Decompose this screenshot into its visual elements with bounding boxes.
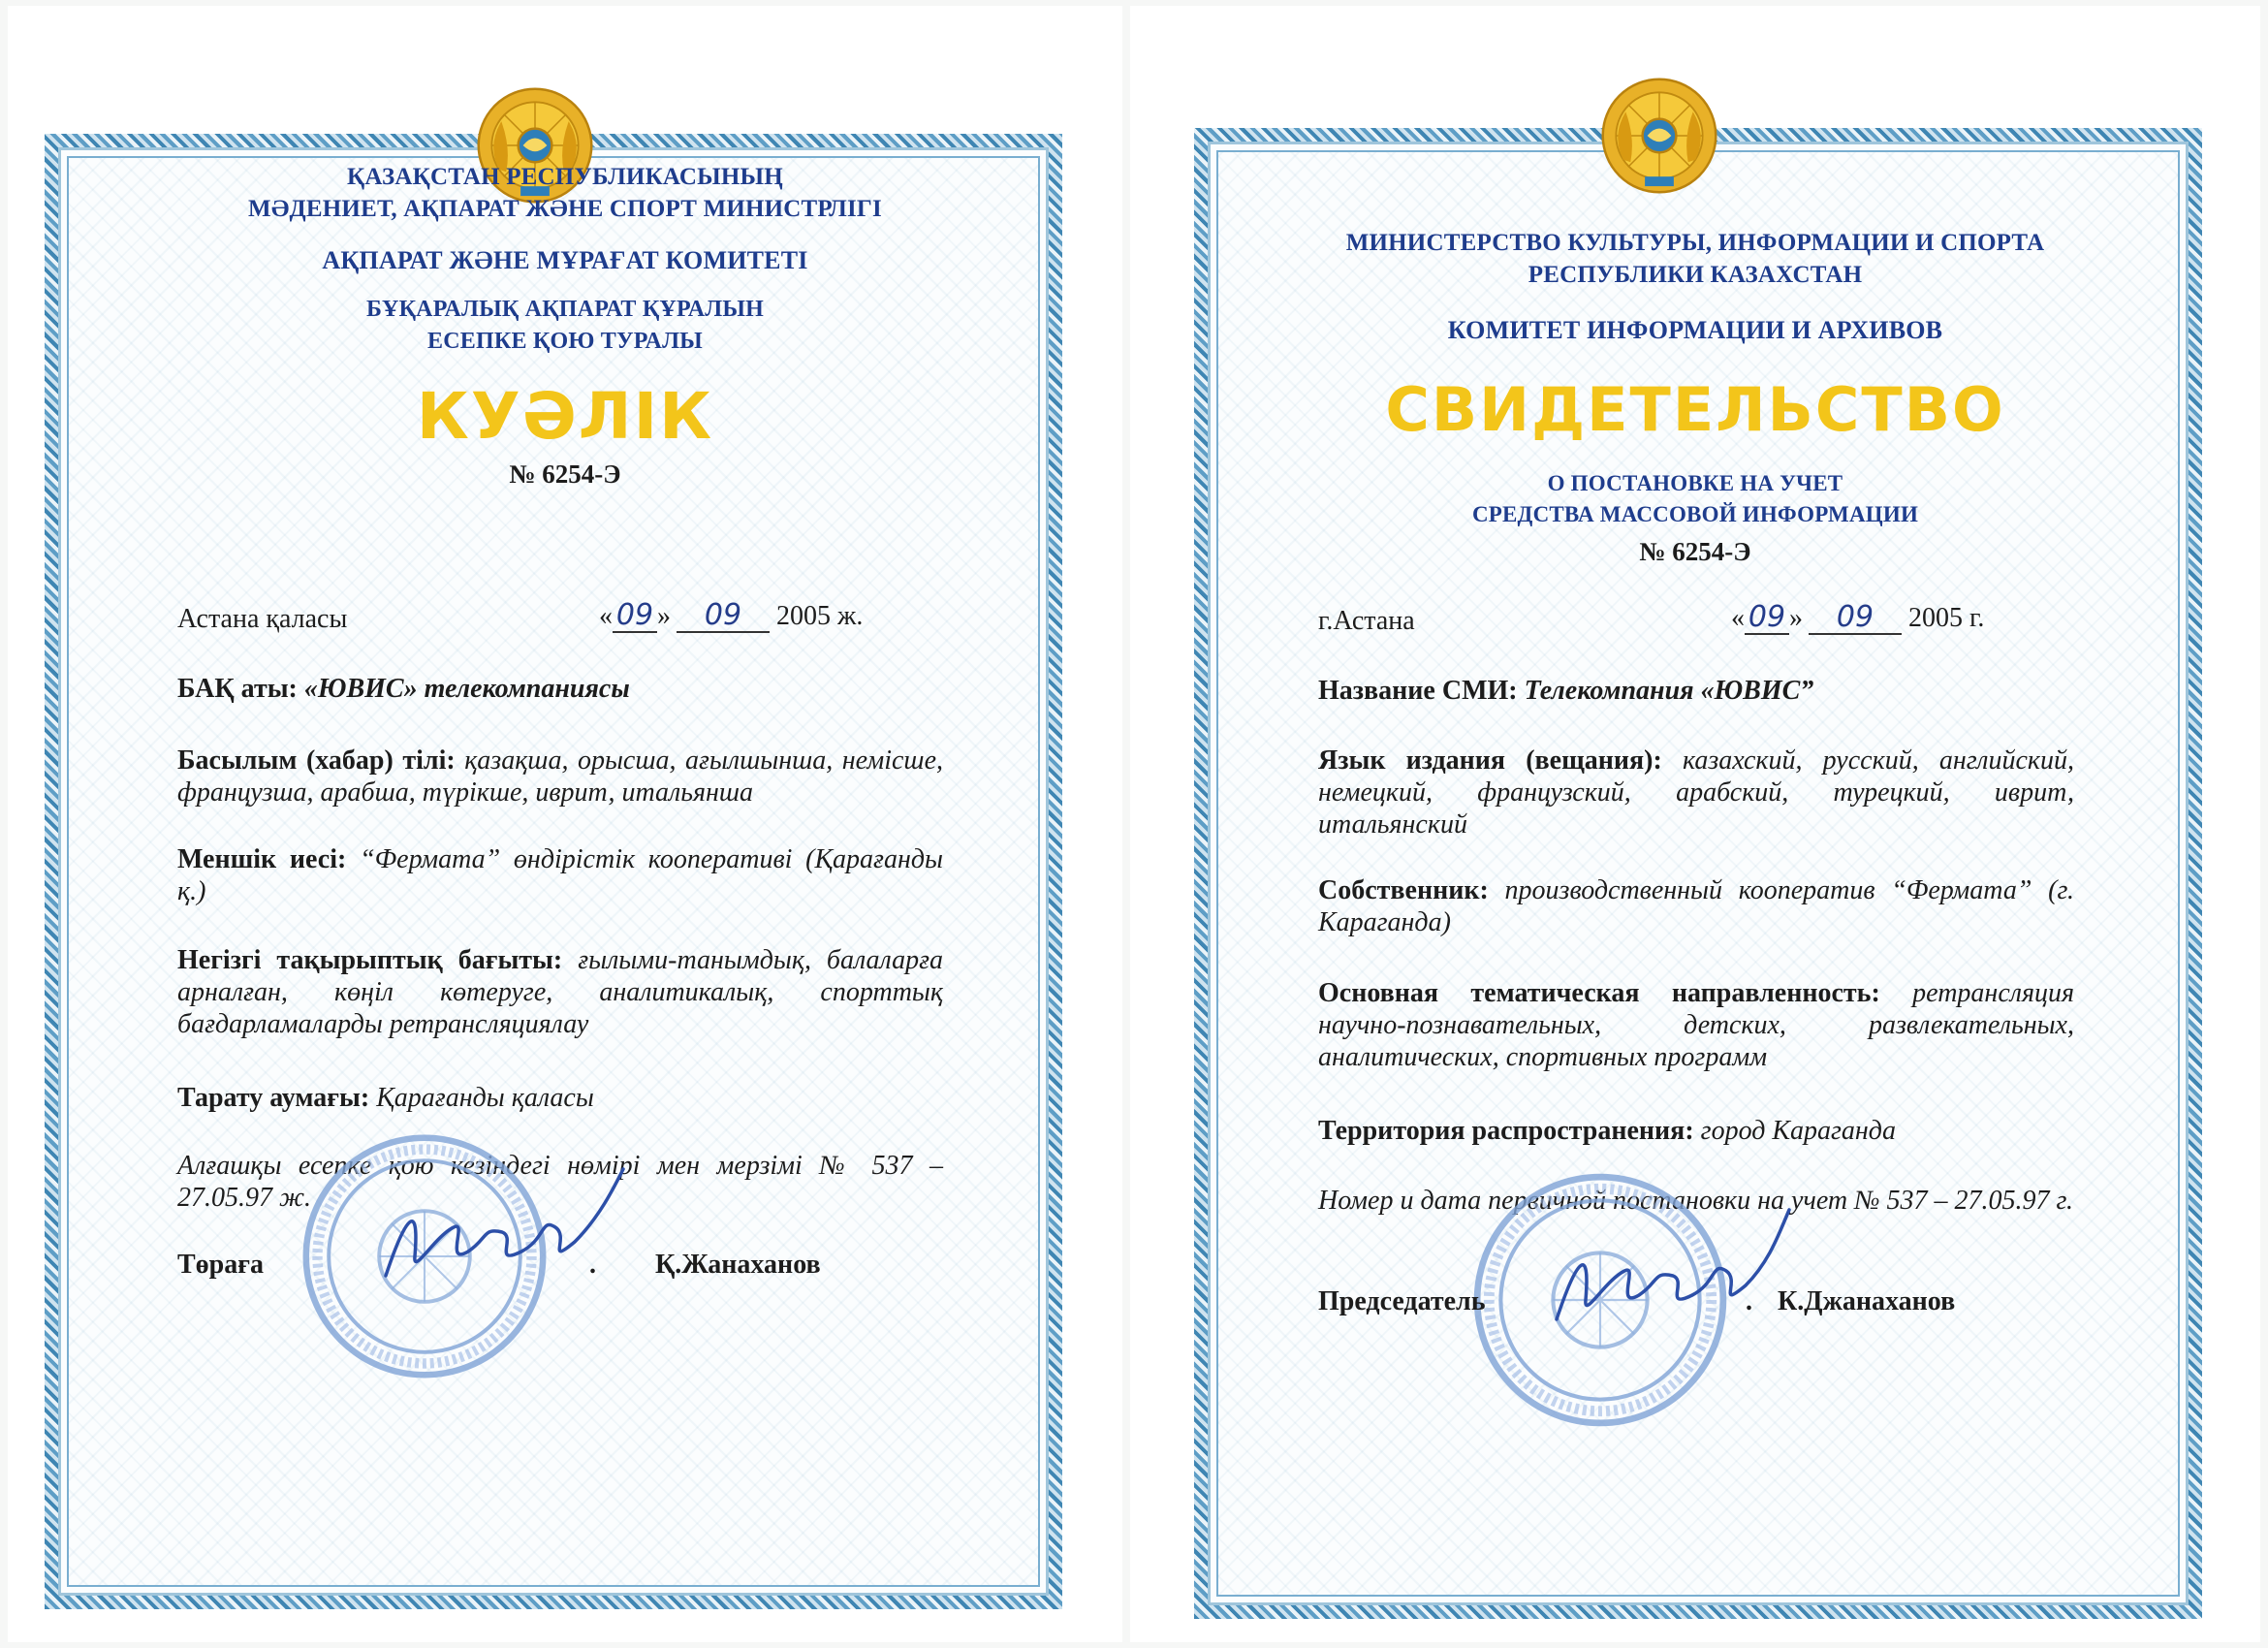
certificate-number: № 6254-Э xyxy=(1639,537,1751,566)
distribution-area-value: город Караганда xyxy=(1700,1116,1896,1146)
ministry-header-line-1: ҚАЗАҚСТАН РЕСПУБЛИКАСЫНЫҢ xyxy=(347,164,783,190)
theme-label: Негізгі тақырыптық бағыты: xyxy=(177,945,563,975)
distribution-area-value: Қарағанды қаласы xyxy=(376,1083,594,1113)
theme-value: ғылыми-танымдық, балаларға арналған, көңіл көтеруге, аналитикалық, спорттық бағдарламаларды ретрансляциялау xyxy=(177,945,943,1039)
right-certificate-page xyxy=(1130,6,2260,1642)
language-label: Язык издания (вещания): xyxy=(1318,745,1662,776)
primary-registration-text: Номер и дата первичной постановки на учет № 537 – 27.05.97 г. xyxy=(1318,1186,2074,1216)
media-name-field xyxy=(177,673,943,705)
chairman-dot: . xyxy=(589,1250,596,1280)
distribution-area-field xyxy=(177,1082,943,1114)
date-close-quote: » xyxy=(657,601,671,631)
chairman-name: К.Джанаханов xyxy=(1778,1286,1956,1316)
owner-value: “Фермата” өндірістік кооперативі (Қарағанды қ.) xyxy=(177,844,944,906)
ministry-header-line-2: МӘДЕНИЕТ, АҚПАРАТ ЖӘНЕ СПОРТ МИНИСТРЛІГІ xyxy=(248,196,882,222)
chairman-label: Председатель xyxy=(1318,1286,1486,1316)
signature-icon xyxy=(376,1159,628,1305)
distribution-area-label: Тарату аумағы: xyxy=(177,1083,370,1113)
language-field xyxy=(1318,745,2074,840)
theme-field xyxy=(1318,977,2074,1073)
issue-date xyxy=(1731,601,2080,635)
issue-city: г.Астана xyxy=(1318,606,1415,636)
date-year: 2005 ж. xyxy=(776,601,864,631)
left-certificate-page xyxy=(8,6,1122,1642)
distribution-area-field xyxy=(1318,1115,2074,1147)
ministry-header-line-1: МИНИСТЕРСТВО КУЛЬТУРЫ, ИНФОРМАЦИИ И СПОРТА xyxy=(1345,230,2045,256)
chairman-dot: . xyxy=(1746,1286,1752,1316)
certificate-subtitle-line-2: ЕСЕПКЕ ҚОЮ ТУРАЛЫ xyxy=(427,329,703,354)
media-name-label: БАҚ аты: xyxy=(177,674,298,704)
state-emblem-icon xyxy=(1599,76,1719,196)
ministry-header-line-2: РЕСПУБЛИКИ КАЗАХСТАН xyxy=(1528,262,1863,288)
media-name-label: Название СМИ: xyxy=(1318,676,1518,706)
signature-icon xyxy=(1547,1198,1799,1344)
owner-label: Собственник: xyxy=(1318,875,1489,905)
distribution-area-label: Территория распространения: xyxy=(1318,1116,1694,1146)
owner-label: Меншік иесі: xyxy=(177,844,347,874)
date-open-quote: « xyxy=(599,601,613,631)
certificate-subtitle-line-1: О ПОСТАНОВКЕ НА УЧЕТ xyxy=(1547,471,1843,495)
chairman-name: Қ.Жанаханов xyxy=(655,1250,821,1280)
certificate-number: № 6254-Э xyxy=(509,460,621,489)
language-value: қазақша, орысша, ағылшынша, немісше, французша, арабша, түрікше, иврит, итальянша xyxy=(177,745,943,808)
date-day: 09 xyxy=(1745,601,1789,635)
date-year: 2005 г. xyxy=(1908,603,1985,633)
primary-registration-text: Алғашқы есепке қою кезіндегі нөмірі мен мерзімі № 537 – 27.05.97 ж. xyxy=(177,1151,943,1213)
certificate-subtitle-line-1: БҰҚАРАЛЫҚ АҚПАРАТ ҚҰРАЛЫН xyxy=(365,297,765,322)
media-name-value: Телекомпания «ЮВИС” xyxy=(1524,676,1814,706)
date-month: 09 xyxy=(1809,601,1902,635)
theme-value: ретрансляция научно-познавательных, детских, развлекательных, аналитических, спортивных программ xyxy=(1318,978,2074,1072)
date-close-quote: » xyxy=(1789,603,1803,633)
committee-name: КОМИТЕТ ИНФОРМАЦИИ И АРХИВОВ xyxy=(1447,316,1943,344)
date-open-quote: « xyxy=(1731,603,1745,633)
owner-field xyxy=(177,843,943,907)
theme-label: Основная тематическая направленность: xyxy=(1318,978,1880,1008)
language-value: казахский, русский, английский, немецкий, французский, арабский, турецкий, иврит, итальянский xyxy=(1318,745,2075,840)
language-label: Басылым (хабар) тілі: xyxy=(177,745,456,776)
certificate-title: СВИДЕТЕЛЬСТВО xyxy=(1385,374,2005,445)
theme-field xyxy=(177,944,943,1040)
owner-field xyxy=(1318,874,2074,938)
chairman-label: Төраға xyxy=(177,1250,264,1280)
media-name-value: «ЮВИС» телекомпаниясы xyxy=(303,674,630,704)
certificate-title: КУӘЛІК xyxy=(416,379,714,454)
media-name-field xyxy=(1318,675,2074,707)
committee-name: АҚПАРАТ ЖӘНЕ МҰРАҒАТ КОМИТЕТІ xyxy=(322,246,808,274)
owner-value: производственный кооператив “Фермата” (г. Караганда) xyxy=(1318,875,2074,937)
language-field xyxy=(177,745,943,808)
date-month: 09 xyxy=(677,599,770,633)
certificate-subtitle-line-2: СРЕДСТВА МАССОВОЙ ИНФОРМАЦИИ xyxy=(1471,502,1919,526)
date-day: 09 xyxy=(613,599,657,633)
issue-city: Астана қаласы xyxy=(177,604,348,634)
issue-date xyxy=(599,599,938,633)
